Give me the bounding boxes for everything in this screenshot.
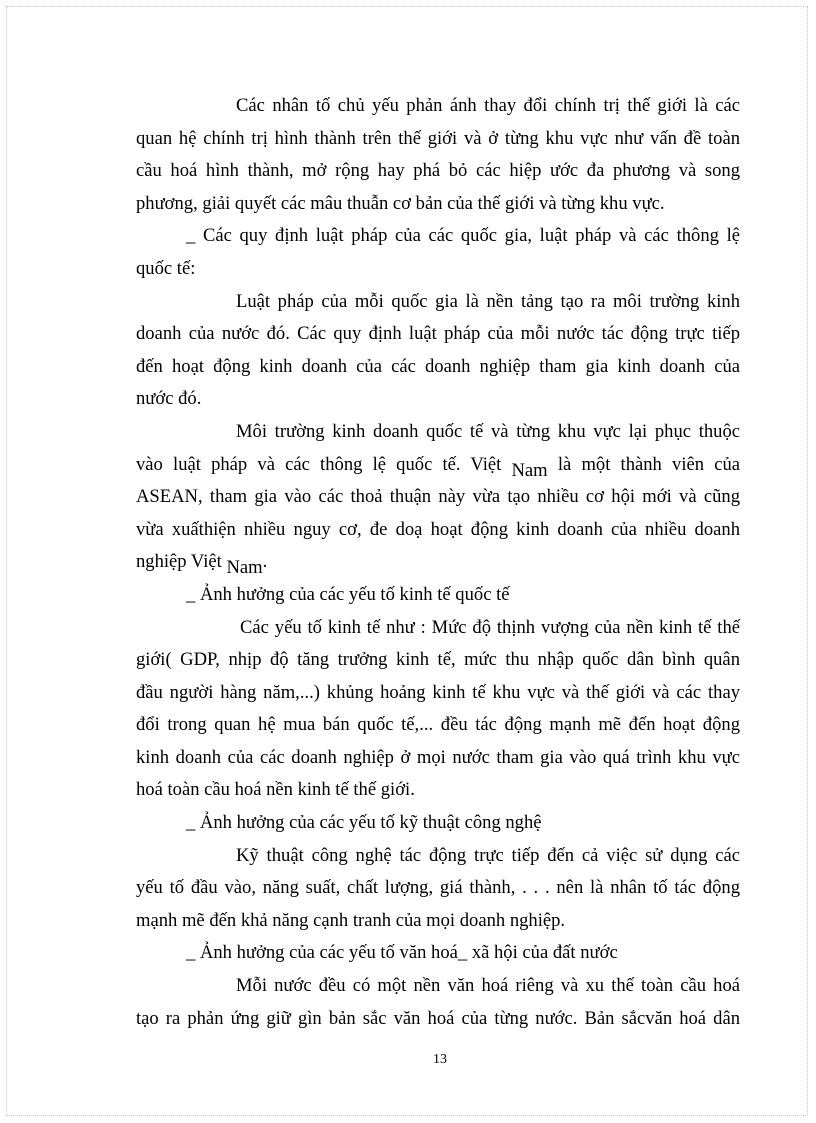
text-line: tạo ra phản ứng giữ gìn bản sắc văn hoá của từng nước. Bản sắcvăn hoá dân xyxy=(136,1007,740,1029)
text-line: kinh doanh của các doanh nghiệp ở mọi nước tham gia vào quá trình khu vực xyxy=(136,746,740,768)
text-line: quốc tế: xyxy=(136,257,196,279)
subscript-word: Nam xyxy=(511,459,548,481)
text-segment: . xyxy=(262,551,268,573)
text-line: nước đó. xyxy=(136,388,202,410)
text-line: đầu người hàng năm,...) khủng hoảng kinh tế khu vực và thế giới và các thay xyxy=(136,681,740,703)
text-line: ASEAN, tham gia vào các thoả thuận này vừa tạo nhiều cơ hội mới và cũng xyxy=(136,486,740,508)
section-heading-economy: _ Ảnh hưởng của các yếu tố kinh tế quốc tế xyxy=(186,583,510,605)
text-line: doanh của nước đó. Các quy định luật pháp của mỗi nước tác động trực tiếp xyxy=(136,323,740,345)
text-line: Luật pháp của mỗi quốc gia là nền tảng tạo ra môi trường kinh xyxy=(236,290,740,312)
text-line: Các yếu tố kinh tế như : Mức độ thịnh vượng của nền kinh tế thế xyxy=(240,616,740,638)
text-line: quan hệ chính trị hình thành trên thế giới và ở từng khu vực như vấn đề toàn xyxy=(136,127,740,149)
document-body xyxy=(136,90,740,1035)
text-line: yếu tố đầu vào, năng suất, chất lượng, giá thành, . . . nên là nhân tố tác động xyxy=(136,877,740,899)
text-line xyxy=(136,546,740,579)
section-heading-culture: _ Ảnh hưởng của các yếu tố văn hoá_ xã hội của đất nước xyxy=(186,942,618,964)
text-line xyxy=(136,449,740,482)
section-heading-technology: _ Ảnh hưởng của các yếu tố kỹ thuật công nghệ xyxy=(186,812,542,834)
text-line: Môi trường kinh doanh quốc tế và từng khu vực lại phục thuộc xyxy=(236,420,740,442)
text-line: đổi trong quan hệ mua bán quốc tế,... đều tác động mạnh mẽ đến hoạt động xyxy=(136,714,740,736)
text-line: đến hoạt động kinh doanh của các doanh nghiệp tham gia kinh doanh của xyxy=(136,355,740,377)
text-line: Kỹ thuật công nghệ tác động trực tiếp đến cả việc sử dụng các xyxy=(236,844,740,866)
text-segment: vào luật pháp và các thông lệ quốc tế. Việt xyxy=(136,453,502,475)
text-line: vừa xuấthiện nhiều nguy cơ, đe doạ hoạt động kinh doanh của nhiều doanh xyxy=(136,518,740,540)
page-number: 13 xyxy=(433,1052,447,1067)
text-segment: là một thành viên của xyxy=(557,453,741,475)
text-line: phương, giải quyết các mâu thuẫn cơ bản của thế giới và từng khu vực. xyxy=(136,192,665,214)
text-line: Mỗi nước đều có một nền văn hoá riêng và xu thế toàn cầu hoá xyxy=(236,975,740,997)
text-line: cầu hoá hình thành, mở rộng hay phá bỏ các hiệp ước đa phương và song xyxy=(136,160,740,182)
text-line: mạnh mẽ đến khả năng cạnh tranh của mọi doanh nghiệp. xyxy=(136,909,566,931)
text-segment: nghiệp Việt xyxy=(136,551,222,573)
text-line: hoá toàn cầu hoá nền kinh tế thế giới. xyxy=(136,779,415,801)
section-heading-law: _ Các quy định luật pháp của các quốc gia, luật pháp và các thông lệ xyxy=(186,225,740,247)
subscript-word: Nam xyxy=(226,557,263,579)
text-line: giới( GDP, nhịp độ tăng trưởng kinh tế, mức thu nhập quốc dân bình quân xyxy=(136,649,740,671)
text-line: Các nhân tố chủ yếu phản ánh thay đổi chính trị thế giới là các xyxy=(236,95,740,116)
